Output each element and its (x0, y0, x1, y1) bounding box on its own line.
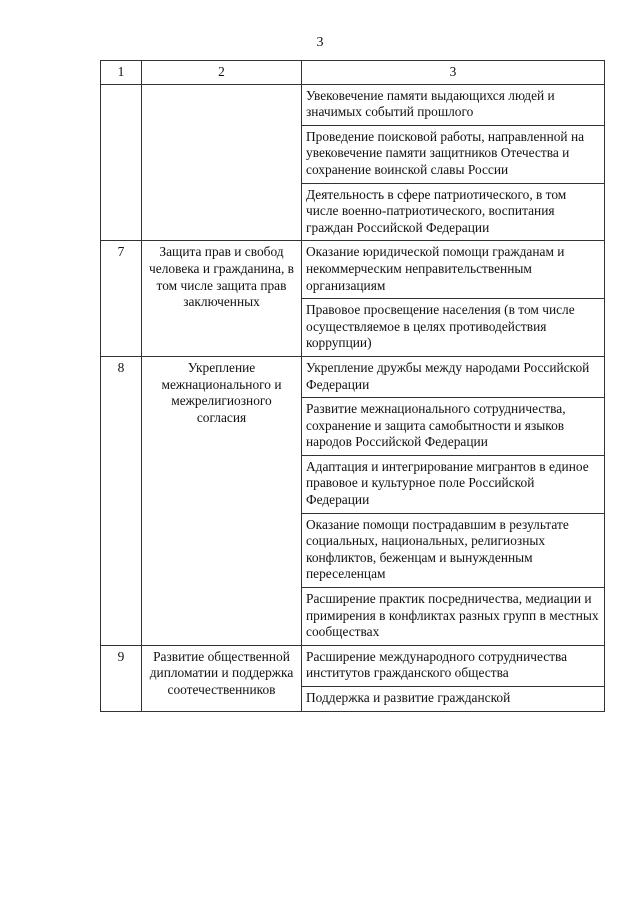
directions-table (100, 60, 605, 712)
header-col-2: 2 (142, 61, 302, 85)
task-cell: Развитие межнационального сотрудничества, сохранение и защита самобытности и языков народов Российской Федерации (302, 398, 605, 456)
task-cell: Увековечение памяти выдающихся людей и значимых событий прошлого (302, 84, 605, 125)
row-number-cell: 8 (101, 356, 142, 645)
table-row (101, 84, 605, 125)
task-cell: Расширение практик посредничества, медиации и примирения в конфликтах разных групп в местных сообществах (302, 588, 605, 646)
row-number-cell: 7 (101, 241, 142, 357)
area-cell: Укрепление межнационального и межрелигиозного согласия (142, 356, 302, 645)
area-cell: Развитие общественной дипломатии и поддержка соотечественников (142, 645, 302, 711)
area-cell (142, 84, 302, 241)
task-cell: Укрепление дружбы между народами Российской Федерации (302, 356, 605, 397)
header-col-3: 3 (302, 61, 605, 85)
header-col-1: 1 (101, 61, 142, 85)
task-cell: Проведение поисковой работы, направленной на увековечение памяти защитников Отечества и сохранение воинской славы России (302, 125, 605, 183)
table-row (101, 645, 605, 686)
table-row (101, 241, 605, 299)
task-cell: Адаптация и интегрирование мигрантов в единое правовое и культурное поле Российской Федерации (302, 455, 605, 513)
task-cell: Правовое просвещение населения (в том числе осуществляемое в целях противодействия коррупции) (302, 299, 605, 357)
table-row (101, 356, 605, 397)
row-number-cell (101, 84, 142, 241)
page-number: 3 (316, 35, 324, 50)
task-cell: Расширение международного сотрудничества институтов гражданского общества (302, 645, 605, 686)
task-cell: Поддержка и развитие гражданской (302, 687, 605, 712)
area-cell: Защита прав и свобод человека и гражданина, в том числе защита прав заключенных (142, 241, 302, 357)
header-row (101, 61, 605, 85)
task-cell: Оказание юридической помощи гражданам и некоммерческим неправительственным организациям (302, 241, 605, 299)
task-cell: Деятельность в сфере патриотического, в том числе военно-патриотического, воспитания граждан Российской Федерации (302, 183, 605, 241)
row-number-cell: 9 (101, 645, 142, 711)
task-cell: Оказание помощи пострадавшим в результате социальных, национальных, религиозных конфликтов, беженцам и вынужденным переселенцам (302, 513, 605, 587)
